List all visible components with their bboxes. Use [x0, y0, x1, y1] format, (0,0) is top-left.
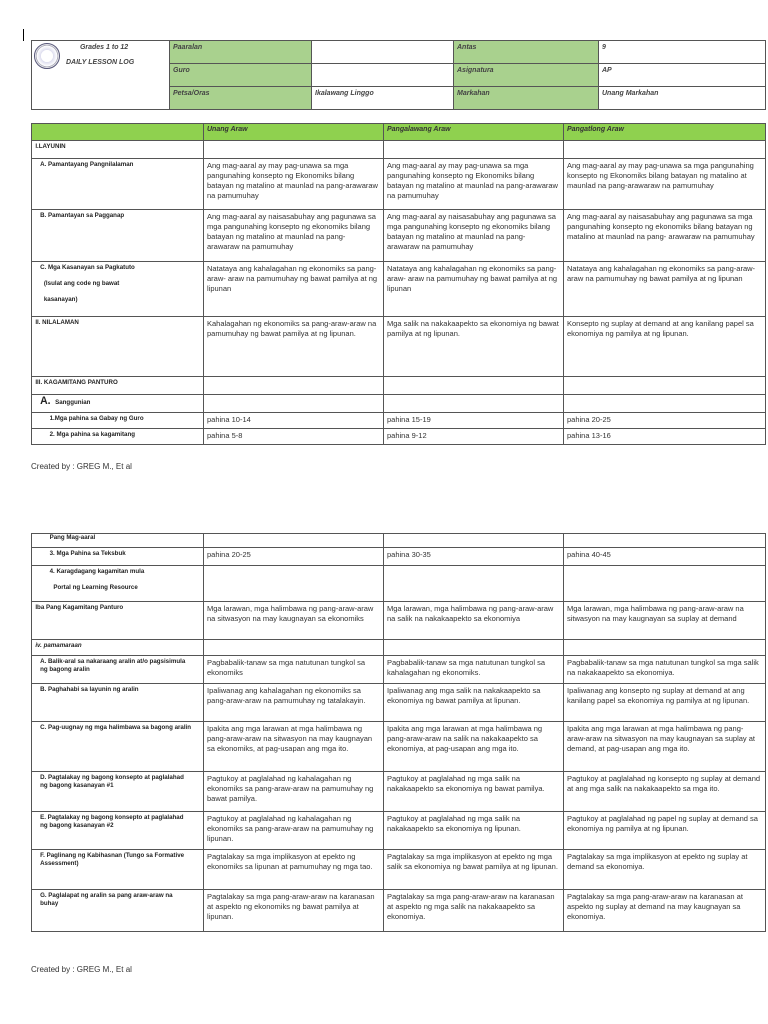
table-row: [32, 722, 766, 772]
table-row: [32, 656, 766, 684]
grades-label: Grades 1 to 12: [79, 44, 129, 51]
c-day3: Natataya ang kahalagahan ng ekonomiks sa pang-araw- araw na pamumuhay ng bawat pamilya at ng lipunan: [564, 262, 766, 317]
pang-mag-aaral-label: Pang Mag-aaral: [32, 534, 195, 548]
step-g-label: G. Paglalapat ng aralin sa pang araw-araw na buhay: [32, 890, 195, 932]
karagdagan-line2: Portal ng Learning Resource: [52, 584, 138, 591]
nilalaman-day3: Konsepto ng suplay at demand at ang kanilang papel sa ekonomiya ng pamilya at ng lipunan.: [564, 317, 766, 377]
iba-day1: Mga larawan, mga halimbawa ng pang-araw-araw na sitwasyon na may kaugnayan sa ekonomiks: [204, 602, 384, 640]
markahan-value: Unang Markahan: [599, 87, 766, 110]
b-day3: Ang mag-aaral ay naisasabuhay ang pagunawa sa mga pangunahing konsepto ng ekonomiks bilang batayan ng matalino at maunlad na pang- arawaraw na pamumuhay: [564, 210, 766, 262]
table-row: [32, 548, 766, 566]
step-b-day1: Ipaliwanag ang kahalagahan ng ekonomiks sa pang-araw-araw na pamumuhay ng tatalakayin.: [204, 684, 384, 722]
layunin-label: I.LAYUNIN: [32, 141, 195, 159]
deped-seal-icon: [34, 43, 60, 69]
table-row: [32, 850, 766, 890]
step-a-day2: Pagbabalik-tanaw sa mga natutunan tungkol sa kahalagahan ng ekonomiks.: [384, 656, 564, 684]
a-day2: Ang mag-aaral ay may pag-unawa sa mga pangunahing konsepto ng Ekonomiks bilang batayan ng matalino at maunlad na pang-arawaraw na pamumuhay: [384, 159, 564, 210]
karagdagan-label: [32, 566, 195, 602]
step-f-day2: Pagtalakay sa mga implikasyon at epekto ng mga salik sa ekonomiya ng bawat pamilya at ng lipunan.: [384, 850, 564, 890]
petsa-label: Petsa/Oras: [170, 87, 312, 110]
asignatura-value: AP: [599, 64, 766, 87]
iba-pang-kagamitan-label: Iba Pang Kagamitang Panturo: [32, 602, 195, 640]
nilalaman-day1: Kahalagahan ng ekonomiks sa pang-araw-araw na pamumuhay ng bawat pamilya at ng lipunan.: [204, 317, 384, 377]
day-2-header: Pangalawang Araw: [384, 124, 564, 141]
kagamitang-pages-label: 2. Mga pahina sa kagamitang: [32, 429, 195, 445]
step-a-label: A. Balik-aral sa nakaraang aralin at/o pagsisimula ng bagong aralin: [32, 656, 195, 684]
day-3-header: Pangatlong Araw: [564, 124, 766, 141]
step-a-day3: Pagbabalik-tanaw sa mga natutunan tungkol sa mga salik na nakakaapekto sa ekonomiya.: [564, 656, 766, 684]
step-a-day1: Pagbabalik-tanaw sa mga natutunan tungkol sa ekonomiks: [204, 656, 384, 684]
antas-value: 9: [599, 41, 766, 64]
step-e-day2: Pagtukoy at paglalahad ng mga salik na nakakaapekto sa ekonomiya ng lipunan.: [384, 812, 564, 850]
teksbuk-day1: pahina 20-25: [204, 548, 384, 566]
step-b-day3: Ipaliwanag ang konsepto ng suplay at demand at ang kanilang papel sa ekonomiya ng pamilya at ng lipunan.: [564, 684, 766, 722]
table-row: [32, 159, 766, 210]
table-row: [32, 377, 766, 395]
kasanayan-sub1: (Isulat ang code ng bawat: [43, 280, 119, 287]
table-row: [32, 317, 766, 377]
lesson-table-page1: [31, 123, 766, 445]
day-header-row: [32, 124, 766, 141]
teksbuk-day3: pahina 40-45: [564, 548, 766, 566]
table-row: [32, 413, 766, 429]
a-day1: Ang mag-aaral ay may pag-unawa sa mga pangunahing konsepto ng Ekonomiks bilang batayan ng matalino at maunlad na pang-arawaraw na pamumuhay: [204, 159, 384, 210]
nilalaman-label: II. NILALAMAN: [32, 317, 195, 377]
table-row: [32, 395, 766, 413]
table-row: [32, 534, 766, 548]
table-row: [32, 812, 766, 850]
iba-day2: Mga larawan, mga halimbawa ng pang-araw-araw na salik na nakakaapekto sa ekonomiya: [384, 602, 564, 640]
guro-label: Guro: [170, 64, 312, 87]
step-b-day2: Ipaliwanag ang mga salik na nakakaapekto sa ekonomiya ng bawat pamilya at lipunan.: [384, 684, 564, 722]
step-d-day3: Pagtukoy at paglalahad ng konsepto ng suplay at demand at ang mga salik na nakakaapekto sa mga ito.: [564, 772, 766, 812]
a-day3: Ang mag-aaral ay may pag-unawa sa mga pangunahing konsepto ng Ekonomiks bilang batayan ng matalino at maunlad na pang-arawaraw na pamumuhay: [564, 159, 766, 210]
kagamitang-day1: pahina 5-8: [204, 429, 384, 445]
step-c-label: C. Pag-uugnay ng mga halimbawa sa bagong aralin: [32, 722, 195, 772]
kasanayan-sub2: kasanayan): [43, 296, 78, 303]
markahan-label: Markahan: [454, 87, 599, 110]
step-d-day1: Pagtukoy at paglalahad ng kahalagahan ng ekonomiks sa pang-araw-araw na pamumuhay ng bawat pamilya.: [204, 772, 384, 812]
table-row: [32, 890, 766, 932]
b-day1: Ang mag-aaral ay naisasabuhay ang pagunawa sa mga pangunahing konsepto ng ekonomiks bilang batayan ng matalino at maunlad na pang- arawaraw na pamumuhay: [204, 210, 384, 262]
paaralan-label: Paaralan: [170, 41, 312, 64]
table-row: [32, 772, 766, 812]
text-cursor: [23, 29, 24, 41]
c-day2: Natataya ang kahalagahan ng ekonomiks sa pang-araw- araw na pamumuhay ng bawat pamilya at ng lipunan: [384, 262, 564, 317]
kasanayan-title: C. Mga Kasanayan sa Pagkatuto: [39, 264, 135, 271]
nilalaman-day2: Mga salik na nakakaapekto sa ekonomiya ng bawat pamilya at ng lipunan.: [384, 317, 564, 377]
step-e-label: E. Pagtalakay ng bagong konsepto at paglalahad ng bagong kasanayan #2: [32, 812, 195, 850]
credit-page1: Created by : GREG M., Et al: [31, 462, 132, 471]
petsa-value: Ikalawang Linggo: [312, 87, 454, 110]
lesson-table-page2: [31, 533, 766, 932]
kagamitan-label: III. KAGAMITANG PANTURO: [32, 377, 195, 395]
step-d-day2: Pagtukoy at paglalahad ng mga salik na nakakaapekto sa ekonomiya ng bawat pamilya.: [384, 772, 564, 812]
step-f-label: F. Paglinang ng Kabihasnan (Tungo sa Formative Assessment): [32, 850, 195, 890]
step-b-label: B. Paghahabi sa layunin ng aralin: [32, 684, 195, 722]
guro-value: [312, 64, 454, 87]
step-f-day1: Pagtalakay sa mga implikasyon at epekto ng ekonomiks sa lipunan at pamumuhay ng mga tao.: [204, 850, 384, 890]
day-1-header: Unang Araw: [204, 124, 384, 141]
table-row: [32, 210, 766, 262]
step-e-day3: Pagtukoy at paglalahad ng papel ng suplay at demand sa ekonomiya ng pamilya at ng lipunan.: [564, 812, 766, 850]
pamantayang-pangnilalaman-label: A. Pamantayang Pangnilalaman: [32, 159, 195, 210]
step-d-label: D. Pagtalakay ng bagong konsepto at paglalahad ng bagong kasanayan #1: [32, 772, 195, 812]
table-row: [32, 141, 766, 159]
logo-cell: [32, 41, 170, 110]
pamantayan-pagganap-label: B. Pamantayan sa Pagganap: [32, 210, 195, 262]
b-day2: Ang mag-aaral ay naisasabuhay ang pagunawa sa mga pangunahing konsepto ng ekonomiks bilang batayan ng matalino at maunlad na pang- arawaraw na pamumuhay: [384, 210, 564, 262]
table-row: [32, 602, 766, 640]
table-row: [32, 262, 766, 317]
step-c-day2: Ipakita ang mga larawan at mga halimbawa ng pang-araw-araw na salik na nakakaapekto sa ekonomiya, at pag-usapan ang mga ito.: [384, 722, 564, 772]
antas-label: Antas: [454, 41, 599, 64]
c-day1: Natataya ang kahalagahan ng ekonomiks sa pang-araw- araw na pamumuhay ng bawat pamilya at ng lipunan: [204, 262, 384, 317]
teksbuk-day2: pahina 30-35: [384, 548, 564, 566]
step-c-day1: Ipakita ang mga larawan at mga halimbawa ng pang-araw-araw na sitwasyon na may kaugnayan sa ekonomiks, at pag-usapan ang mga ito.: [204, 722, 384, 772]
pamamaraan-label: iv. pamamaraan: [32, 640, 195, 656]
gabay-day3: pahina 20-25: [564, 413, 766, 429]
karagdagan-line1: 4. Karagdagang kagamitan mula: [49, 568, 144, 575]
kagamitang-day2: pahina 9-12: [384, 429, 564, 445]
credit-page2: Created by : GREG M., Et al: [31, 965, 132, 974]
table-row: [32, 640, 766, 656]
table-row: [32, 684, 766, 722]
table-row: [32, 566, 766, 602]
step-g-day3: Pagtalakay sa mga pang-araw-araw na karanasan at aspekto ng suplay at demand na may kaugnayan sa ekonomiya.: [564, 890, 766, 932]
sanggunian-label: [32, 395, 195, 413]
gabay-day1: pahina 10-14: [204, 413, 384, 429]
step-c-day3: Ipakita ang mga larawan at mga halimbawa ng pang-araw-araw na sitwasyon na may kaugnayan sa suplay at demand, at pag-usapan ang mga ito.: [564, 722, 766, 772]
step-e-day1: Pagtukoy at paglalahad ng kahalagahan ng ekonomiks sa pang-araw-araw na pamumuhay ng lipunan.: [204, 812, 384, 850]
sanggunian-text: Sanggunian: [54, 399, 90, 406]
step-g-day2: Pagtalakay sa mga pang-araw-araw na karanasan at aspekto ng mga salik na nakakaapekto sa ekonomiya.: [384, 890, 564, 932]
kagamitang-day3: pahina 13-16: [564, 429, 766, 445]
table-row: [32, 429, 766, 445]
iba-day3: Mga larawan, mga halimbawa ng pang-araw-araw na sitwasyon na may kaugnayan sa suplay at demand: [564, 602, 766, 640]
paaralan-value: [312, 41, 454, 64]
step-f-day3: Pagtalakay sa mga implikasyon at epekto ng suplay at demand sa ekonomiya.: [564, 850, 766, 890]
gabay-day2: pahina 15-19: [384, 413, 564, 429]
asignatura-label: Asignatura: [454, 64, 599, 87]
teksbuk-label: 3. Mga Pahina sa Teksbuk: [32, 548, 195, 566]
gabay-label: 1.Mga pahina sa Gabay ng Guro: [32, 413, 195, 429]
step-g-day1: Pagtalakay sa mga pang-araw-araw na karanasan at aspekto ng ekonomiks ng bawat pamilya at lipunan.: [204, 890, 384, 932]
header-table: [31, 40, 766, 110]
sanggunian-letter: A.: [39, 395, 51, 407]
dll-label: DAILY LESSON LOG: [65, 59, 135, 66]
kasanayan-label: [32, 262, 195, 317]
